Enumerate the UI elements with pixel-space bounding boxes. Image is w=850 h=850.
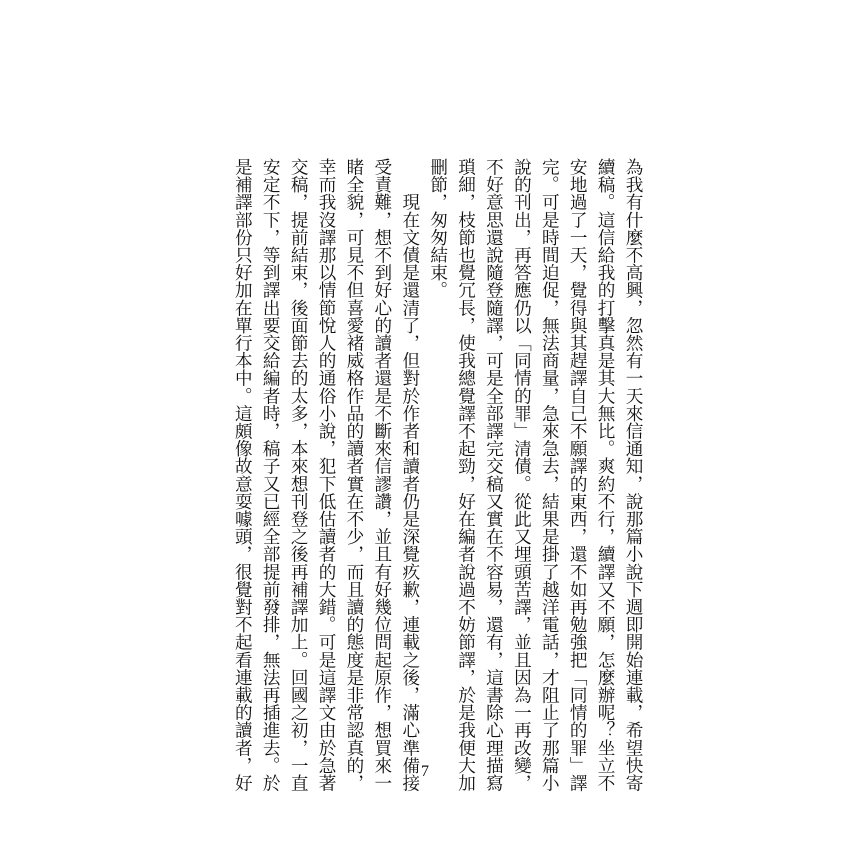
text-line: 續稿。這信給我的打擊真是其大無比。爽約不行，續譯又不願，怎麼辦呢？坐立不 [595, 158, 616, 792]
text-line: 幸而我沒譯那以情節悅人的通俗小說，犯下低估讀者的大錯。可是這譯文由於急著 [316, 158, 337, 792]
text-line: 安定不下，等到譯出要交給編者時，稿子又已經全部提前發排，無法再插進去。於 [260, 158, 281, 792]
text-line: 不好意思還說隨登隨譯，可是全部譯完交稿又實在不容易，還有，這書除心理描寫 [483, 158, 504, 792]
text-line: 刪節，匆匆結束。 [427, 158, 448, 299]
text-line: 交稿，提前結束，後面節去的太多，本來想刊登之後再補譯加上。回國之初，一直 [288, 158, 309, 792]
text-line: 受責難，想不到好心的讀者還是不斷來信謬讚，並且有好幾位問起原作，想買來一 [371, 158, 392, 792]
text-line: 說的刊出，再答應仍以「同情的罪」清債。從此又埋頭苦譯，並且因為一再改變， [511, 158, 532, 792]
page-number: 7 [421, 763, 429, 780]
vertical-text-body [227, 158, 646, 792]
text-line: 瑣細，枝節也覺冗長，使我總覺譯不起勁，好在編者說過不妨節譯，於是我便大加 [455, 158, 476, 792]
text-line: 為我有什麼不高興，忽然有一天來信通知，說那篇小說下週即開始連載，希望快寄 [623, 158, 643, 792]
text-line: 睹全貌，可見不但喜愛褚威格作品的讀者實在不少，而且讀的態度是非常認真的， [343, 158, 364, 792]
text-line: 完。可是時間迫促，無法商量，急來急去，結果是掛了越洋電話，才阻止了那篇小 [539, 158, 560, 792]
text-line: 安地過了一天，覺得與其趕譯自己不願譯的東西，還不如再勉強把「同情的罪」譯 [567, 158, 588, 792]
text-line: 現在文債是還清了，但對於作者和讀者仍是深覺疚歉，連載之後，滿心準備接 [399, 158, 420, 792]
text-line: 是補譯部份只好加在單行本中。這頗像故意耍噱頭，很覺對不起看連載的讀者，好 [232, 158, 253, 792]
